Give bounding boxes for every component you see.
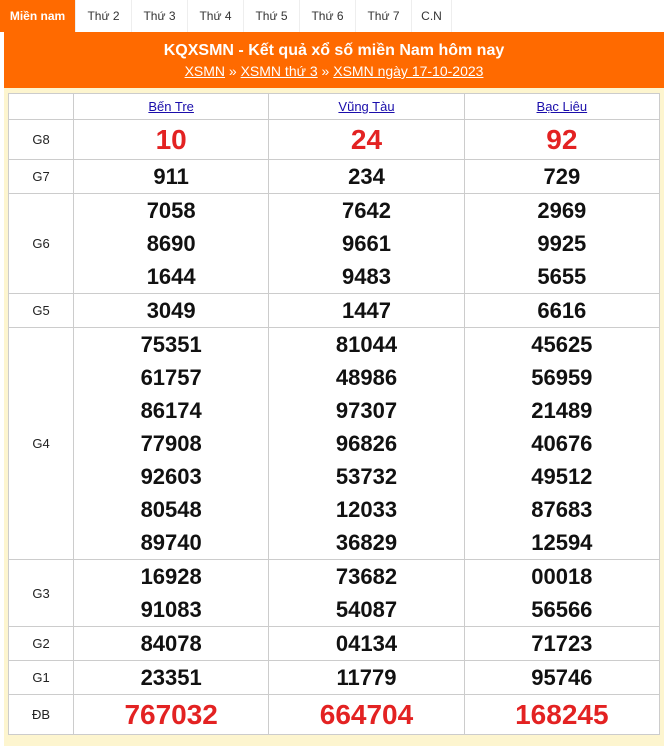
prize-cell <box>74 661 269 695</box>
prize-cell <box>74 560 269 627</box>
prize-number: 10 <box>155 124 187 155</box>
prize-cell <box>74 294 269 328</box>
prize-label: G1 <box>9 661 74 695</box>
prize-cell <box>269 560 464 627</box>
prize-cell <box>74 160 269 194</box>
prize-label: ĐB <box>9 695 74 735</box>
prize-number: 664704 <box>319 699 414 730</box>
province-bac-lieu <box>464 94 659 120</box>
page-title: KQXSMN - Kết quả xổ số miền Nam hôm nay <box>163 42 505 59</box>
prize-number: 54087 <box>335 597 398 622</box>
prize-row-g4 <box>9 328 660 560</box>
prize-number: 92603 <box>140 464 202 489</box>
table-header-row <box>9 94 660 120</box>
prize-number: 9483 <box>342 264 391 289</box>
prize-row-g3 <box>9 560 660 627</box>
results-banner <box>4 32 664 88</box>
prize-row-g7 <box>9 160 660 194</box>
prize-number: 1644 <box>146 264 196 289</box>
prize-number: 911 <box>153 164 189 189</box>
prize-cell <box>464 627 659 661</box>
prize-number: 7642 <box>342 198 391 223</box>
breadcrumb-separator: » <box>321 63 330 79</box>
prize-number: 77908 <box>140 431 202 456</box>
prize-label: G7 <box>9 160 74 194</box>
breadcrumb-xsmn-thu-3[interactable]: XSMN thứ 3 <box>240 63 318 79</box>
breadcrumb-separator: » <box>228 63 237 79</box>
prize-number: 1447 <box>342 298 391 323</box>
prize-cell <box>464 328 659 560</box>
prize-number: 9925 <box>537 231 587 256</box>
prize-number: 7058 <box>146 198 196 223</box>
prize-row-db <box>9 695 660 735</box>
tab-chu-nhat[interactable]: C.N <box>412 0 452 32</box>
prize-number: 71723 <box>531 631 593 656</box>
prize-cell <box>269 328 464 560</box>
prize-number: 89740 <box>140 530 202 555</box>
results-table <box>8 93 660 735</box>
prize-cell <box>464 160 659 194</box>
region-tabs <box>0 0 664 32</box>
prize-number: 97307 <box>335 398 398 423</box>
tab-thu-4[interactable]: Thứ 4 <box>188 0 244 32</box>
prize-number: 95746 <box>531 665 593 690</box>
prize-label: G6 <box>9 194 74 294</box>
prize-number: 73682 <box>335 564 398 589</box>
prize-cell <box>74 120 269 160</box>
prize-number: 45625 <box>531 332 593 357</box>
prize-cell <box>464 560 659 627</box>
prize-row-g2 <box>9 627 660 661</box>
prize-number: 86174 <box>140 398 202 423</box>
prize-number: 56566 <box>531 597 593 622</box>
prize-number: 91083 <box>140 597 202 622</box>
prize-label: G4 <box>9 328 74 560</box>
results-panel <box>4 88 664 746</box>
prize-number: 12594 <box>531 530 593 555</box>
prize-cell <box>74 194 269 294</box>
prize-cell <box>269 194 464 294</box>
prize-cell <box>74 328 269 560</box>
prize-number: 84078 <box>140 631 202 656</box>
prize-cell <box>464 120 659 160</box>
prize-number: 56959 <box>531 365 593 390</box>
prize-cell <box>269 695 464 735</box>
prize-number: 234 <box>348 164 385 189</box>
prize-number: 767032 <box>124 699 218 730</box>
province-link[interactable]: Vũng Tàu <box>338 99 395 114</box>
prize-cell <box>74 695 269 735</box>
prize-number: 36829 <box>335 530 398 555</box>
prize-number: 5655 <box>537 264 587 289</box>
tab-thu-2[interactable]: Thứ 2 <box>76 0 132 32</box>
prize-cell <box>464 695 659 735</box>
prize-number: 24 <box>350 124 383 155</box>
prize-number: 23351 <box>140 665 202 690</box>
prize-label: G8 <box>9 120 74 160</box>
prize-cell <box>269 627 464 661</box>
prize-cell <box>269 160 464 194</box>
breadcrumb-xsmn[interactable]: XSMN <box>184 63 226 79</box>
prize-number: 49512 <box>531 464 593 489</box>
prize-cell <box>269 120 464 160</box>
prize-number: 729 <box>543 164 581 189</box>
prize-number: 75351 <box>140 332 202 357</box>
prize-number: 00018 <box>531 564 593 589</box>
prize-number: 87683 <box>531 497 593 522</box>
breadcrumb <box>4 62 664 80</box>
prize-label: G2 <box>9 627 74 661</box>
prize-number: 11779 <box>336 665 397 690</box>
province-link[interactable]: Bến Tre <box>148 99 194 114</box>
prize-row-g6 <box>9 194 660 294</box>
prize-number: 48986 <box>335 365 398 390</box>
prize-label: G3 <box>9 560 74 627</box>
prize-label: G5 <box>9 294 74 328</box>
prize-number: 9661 <box>342 231 391 256</box>
header-blank <box>9 94 74 120</box>
prize-number: 81044 <box>335 332 398 357</box>
prize-number: 6616 <box>537 298 587 323</box>
prize-number: 168245 <box>515 699 609 730</box>
tab-thu-6[interactable]: Thứ 6 <box>300 0 356 32</box>
prize-cell <box>74 627 269 661</box>
tab-thu-3[interactable]: Thứ 3 <box>132 0 188 32</box>
prize-number: 3049 <box>146 298 196 323</box>
prize-number: 53732 <box>335 464 398 489</box>
prize-number: 8690 <box>146 231 196 256</box>
prize-number: 80548 <box>140 497 202 522</box>
prize-cell <box>269 294 464 328</box>
prize-cell <box>464 661 659 695</box>
prize-cell <box>269 661 464 695</box>
prize-row-g8 <box>9 120 660 160</box>
tab-mien-nam[interactable]: Miền nam <box>0 0 76 32</box>
province-link[interactable]: Bạc Liêu <box>536 99 588 114</box>
prize-number: 16928 <box>140 564 202 589</box>
province-vung-tau <box>269 94 464 120</box>
breadcrumb-xsmn-date[interactable]: XSMN ngày 17-10-2023 <box>333 63 484 79</box>
prize-number: 96826 <box>335 431 398 456</box>
prize-cell <box>464 294 659 328</box>
prize-number: 92 <box>546 124 578 155</box>
prize-row-g5 <box>9 294 660 328</box>
tab-thu-5[interactable]: Thứ 5 <box>244 0 300 32</box>
prize-cell <box>464 194 659 294</box>
prize-number: 12033 <box>335 497 398 522</box>
province-ben-tre <box>74 94 269 120</box>
prize-row-g1 <box>9 661 660 695</box>
prize-number: 21489 <box>531 398 593 423</box>
prize-number: 61757 <box>140 365 202 390</box>
prize-number: 40676 <box>531 431 593 456</box>
prize-number: 2969 <box>537 198 587 223</box>
tab-thu-7[interactable]: Thứ 7 <box>356 0 412 32</box>
prize-number: 04134 <box>335 631 398 656</box>
